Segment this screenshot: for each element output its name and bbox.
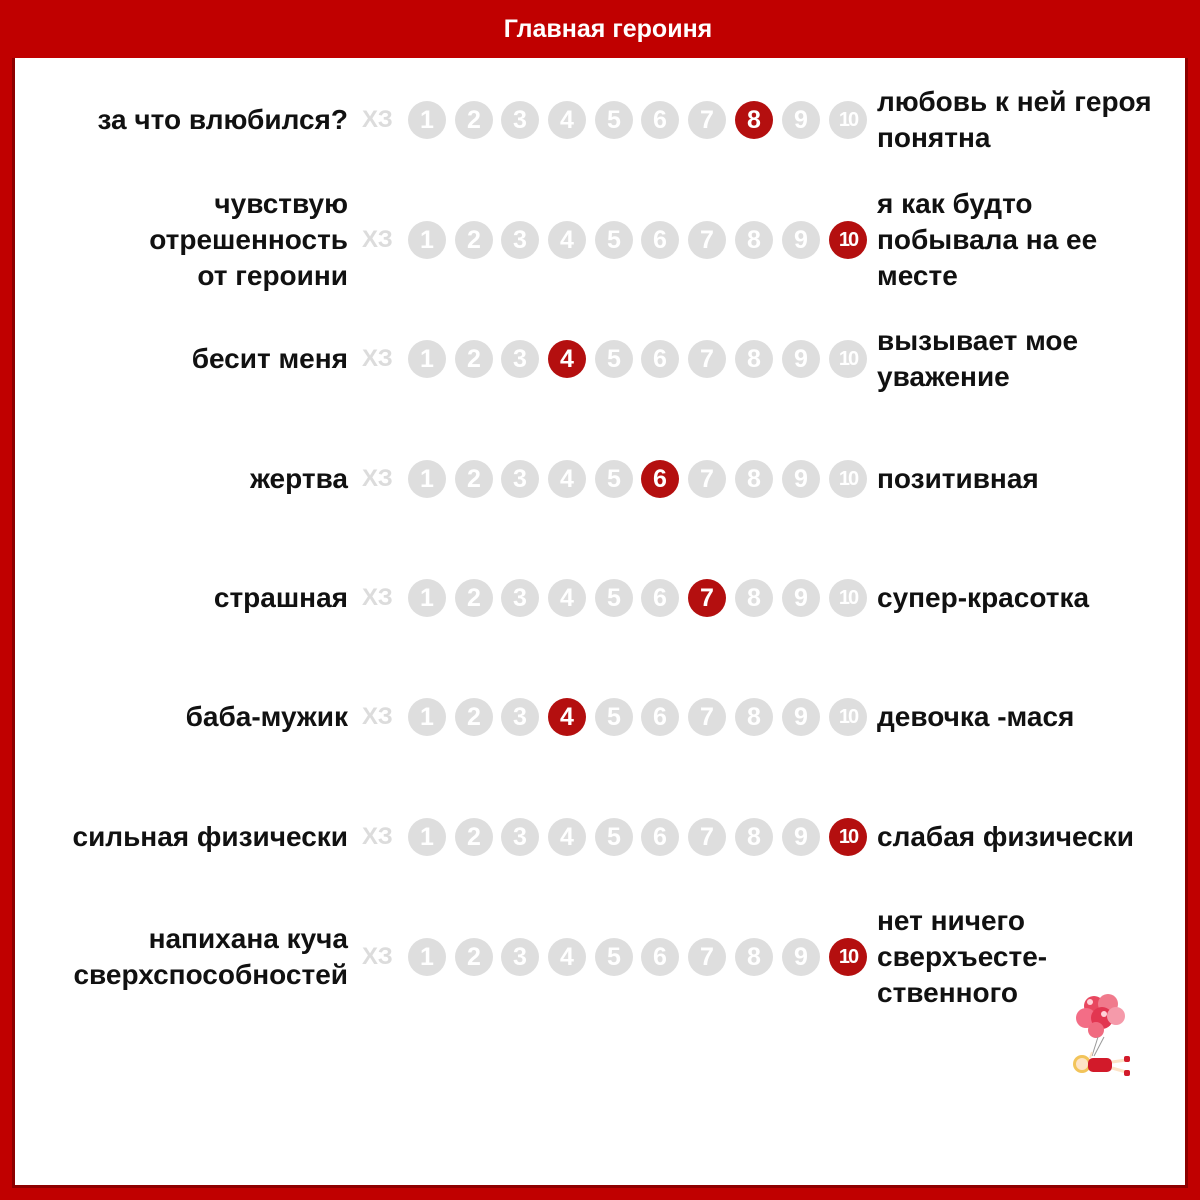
rating-option[interactable]: 4: [548, 460, 586, 498]
right-pole-label: нет ничего сверхъесте- ственного: [877, 905, 1048, 1008]
rating-option[interactable]: 3: [501, 221, 539, 259]
rating-option[interactable]: 6: [641, 221, 679, 259]
left-pole-label: чувствую отрешенность от героини: [149, 188, 348, 291]
rating-option-selected[interactable]: 4: [548, 698, 586, 736]
rating-option[interactable]: 3: [501, 101, 539, 139]
rating-option[interactable]: 3: [501, 579, 539, 617]
rating-option[interactable]: 7: [688, 818, 726, 856]
rating-option[interactable]: 8: [735, 579, 773, 617]
rating-option[interactable]: 5: [595, 340, 633, 378]
left-pole-label: баба-мужик: [185, 701, 348, 732]
unsure-option[interactable]: ХЗ: [362, 345, 393, 372]
unsure-option[interactable]: ХЗ: [362, 106, 393, 133]
rating-option[interactable]: 4: [548, 818, 586, 856]
balloon-girl-icon: [1060, 990, 1140, 1090]
rating-option[interactable]: 9: [782, 340, 820, 378]
rating-option-selected[interactable]: 8: [735, 101, 773, 139]
rating-option[interactable]: 7: [688, 460, 726, 498]
rating-option[interactable]: 10: [829, 698, 867, 736]
rating-option[interactable]: 2: [455, 938, 493, 976]
right-pole-label: вызывает мое уважение: [877, 325, 1079, 392]
left-pole-label: страшная: [213, 582, 348, 613]
rating-option[interactable]: 7: [688, 938, 726, 976]
rating-option[interactable]: 7: [688, 221, 726, 259]
unsure-option[interactable]: ХЗ: [362, 823, 393, 850]
rating-option[interactable]: 5: [595, 579, 633, 617]
rating-option[interactable]: 1: [408, 340, 446, 378]
right-pole-label: я как будто побывала на ее месте: [877, 188, 1098, 291]
rating-option[interactable]: 8: [735, 698, 773, 736]
right-pole-label: девочка -мася: [877, 701, 1075, 732]
rating-option[interactable]: 8: [735, 938, 773, 976]
girl-figure-icon: [1073, 1052, 1130, 1076]
rating-option[interactable]: 2: [455, 460, 493, 498]
rating-option[interactable]: 5: [595, 698, 633, 736]
rating-option[interactable]: 1: [408, 698, 446, 736]
rating-option[interactable]: 6: [641, 818, 679, 856]
rating-option[interactable]: 1: [408, 938, 446, 976]
rating-option[interactable]: 9: [782, 460, 820, 498]
rating-option[interactable]: 8: [735, 221, 773, 259]
rating-option[interactable]: 7: [688, 698, 726, 736]
rating-option[interactable]: 1: [408, 818, 446, 856]
rating-option[interactable]: 2: [455, 818, 493, 856]
rating-option[interactable]: 4: [548, 579, 586, 617]
rating-option[interactable]: 5: [595, 221, 633, 259]
rating-option[interactable]: 1: [408, 101, 446, 139]
unsure-option[interactable]: ХЗ: [362, 465, 393, 492]
rating-option[interactable]: 9: [782, 698, 820, 736]
rating-option[interactable]: 2: [455, 579, 493, 617]
rating-option[interactable]: 4: [548, 221, 586, 259]
rating-option-selected[interactable]: 7: [688, 579, 726, 617]
rating-option[interactable]: 2: [455, 340, 493, 378]
rating-option[interactable]: 6: [641, 579, 679, 617]
rating-option[interactable]: 9: [782, 818, 820, 856]
rating-option[interactable]: 9: [782, 221, 820, 259]
rating-option[interactable]: 8: [735, 818, 773, 856]
rating-option[interactable]: 8: [735, 460, 773, 498]
rating-option[interactable]: 3: [501, 938, 539, 976]
right-pole-label: позитивная: [877, 463, 1039, 494]
rating-option-selected[interactable]: 10: [829, 818, 867, 856]
left-pole-label: за что влюбился?: [97, 104, 348, 135]
rating-option[interactable]: 3: [501, 698, 539, 736]
rating-option[interactable]: 5: [595, 818, 633, 856]
rating-option[interactable]: 9: [782, 579, 820, 617]
rating-option[interactable]: 3: [501, 340, 539, 378]
rating-option[interactable]: 1: [408, 579, 446, 617]
rating-option[interactable]: 10: [829, 579, 867, 617]
rating-option[interactable]: 6: [641, 938, 679, 976]
rating-option[interactable]: 2: [455, 101, 493, 139]
rating-option[interactable]: 7: [688, 101, 726, 139]
unsure-option[interactable]: ХЗ: [362, 226, 393, 253]
left-pole-label: жертва: [250, 463, 348, 494]
unsure-option[interactable]: ХЗ: [362, 703, 393, 730]
rating-option[interactable]: 6: [641, 101, 679, 139]
unsure-option[interactable]: ХЗ: [362, 943, 393, 970]
rating-option[interactable]: 3: [501, 460, 539, 498]
rating-option[interactable]: 6: [641, 698, 679, 736]
rating-option[interactable]: 9: [782, 938, 820, 976]
rating-option-selected[interactable]: 10: [829, 938, 867, 976]
rating-option-selected[interactable]: 10: [829, 221, 867, 259]
right-pole-label: любовь к ней героя понятна: [877, 86, 1152, 153]
right-pole-label: супер-красотка: [877, 582, 1090, 613]
unsure-option[interactable]: ХЗ: [362, 584, 393, 611]
rating-option[interactable]: 6: [641, 340, 679, 378]
left-pole-label: бесит меня: [191, 343, 348, 374]
rating-option[interactable]: 4: [548, 101, 586, 139]
right-pole-label: слабая физически: [877, 821, 1135, 852]
left-pole-label: напихана куча сверхспособностей: [73, 923, 348, 990]
rating-option[interactable]: 1: [408, 221, 446, 259]
left-pole-label: сильная физически: [72, 821, 348, 852]
rating-option[interactable]: 8: [735, 340, 773, 378]
rating-option[interactable]: 5: [595, 101, 633, 139]
rating-option[interactable]: 10: [829, 101, 867, 139]
page-title: Главная героиня: [503, 14, 713, 43]
rating-option-selected[interactable]: 6: [641, 460, 679, 498]
balloon-cluster-icon: [1076, 994, 1125, 1038]
rating-option[interactable]: 3: [501, 818, 539, 856]
rating-option[interactable]: 2: [455, 221, 493, 259]
rating-option[interactable]: 4: [548, 938, 586, 976]
rating-option-selected[interactable]: 4: [548, 340, 586, 378]
rating-option[interactable]: 10: [829, 460, 867, 498]
rating-option[interactable]: 10: [829, 340, 867, 378]
rating-option[interactable]: 5: [595, 938, 633, 976]
rating-option[interactable]: 7: [688, 340, 726, 378]
rating-option[interactable]: 5: [595, 460, 633, 498]
rating-option[interactable]: 1: [408, 460, 446, 498]
rating-option[interactable]: 9: [782, 101, 820, 139]
rating-option[interactable]: 2: [455, 698, 493, 736]
